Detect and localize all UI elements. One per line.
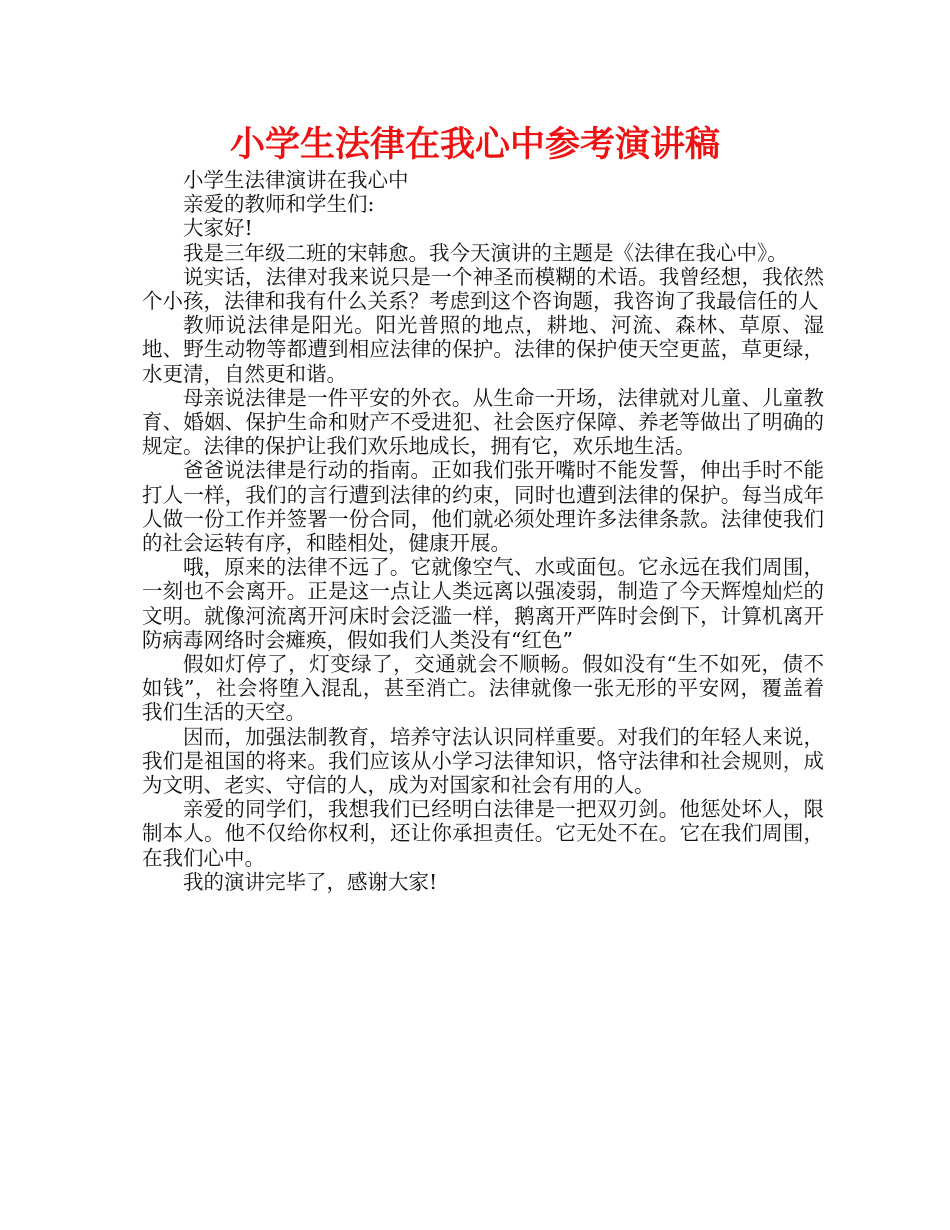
paragraph-subtitle: 小学生法律演讲在我心中 xyxy=(183,168,409,192)
paragraph: 说实话，法律对我来说只是一个神圣而模糊的术语。我曾经想，我依然个小孩，法律和我有什么关系？考虑到这个咨询题，我咨询了我最信任的人 xyxy=(142,264,824,314)
paragraph: 假如灯停了，灯变绿了，交通就会不顺畅。假如没有“生不如死，债不如钱”，社会将堕入混乱，甚至消亡。法律就像一张无形的平安网，覆盖着我们生活的天空。 xyxy=(142,652,824,725)
paragraph: 我是三年级二班的宋韩愈。我今天演讲的主题是《法律在我心中》。 xyxy=(183,240,788,265)
paragraph: 亲爱的同学们，我想我们已经明白法律是一把双刃剑。他惩处坏人，限制本人。他不仅给你权利，还让你承担责任。它无处不在。它在我们周围，在我们心中。 xyxy=(142,797,824,870)
paragraph-closing: 我的演讲完毕了，感谢大家! xyxy=(183,869,438,894)
document-body xyxy=(142,168,824,894)
paragraph-greeting: 大家好! xyxy=(183,216,253,241)
document-title: 小学生法律在我心中参考演讲稿 xyxy=(229,125,720,165)
paragraph: 教师说法律是阳光。阳光普照的地点，耕地、河流、森林、草原、湿地、野生动物等都遭到相应法律的保护。法律的保护使天空更蓝，草更绿，水更清，自然更和谐。 xyxy=(142,313,824,386)
paragraph: 母亲说法律是一件平安的外衣。从生命一开场，法律就对儿童、儿童教育、婚姻、保护生命和财产不受进犯、社会医疗保障、养老等做出了明确的规定。法律的保护让我们欢乐地成长，拥有它，欢乐地生活。 xyxy=(142,385,824,459)
paragraph-salutation: 亲爱的教师和学生们: xyxy=(183,192,375,217)
paragraph: 哦，原来的法律不远了。它就像空气、水或面包。它永远在我们周围，一刻也不会离开。正是这一点让人类远离以强凌弱，制造了今天辉煌灿烂的文明。就像河流离开河床时会泛滥一样，鹅离开严阵时会倒下，计算机离开防病毒网络时会瘫痪，假如我们人类没有“红色” xyxy=(142,555,824,652)
paragraph: 因而，加强法制教育，培养守法认识同样重要。对我们的年轻人来说，我们是祖国的将来。我们应该从小学习法律知识，恪守法律和社会规则，成为文明、老实、守信的人，成为对国家和社会有用的人。 xyxy=(142,724,824,798)
paragraph: 爸爸说法律是行动的指南。正如我们张开嘴时不能发誓，伸出手时不能打人一样，我们的言行遭到法律的约束，同时也遭到法律的保护。每当成年人做一份工作并签署一份合同，他们就必须处理许多法律条款。法律使我们的社会运转有序，和睦相处，健康开展。 xyxy=(142,458,824,556)
